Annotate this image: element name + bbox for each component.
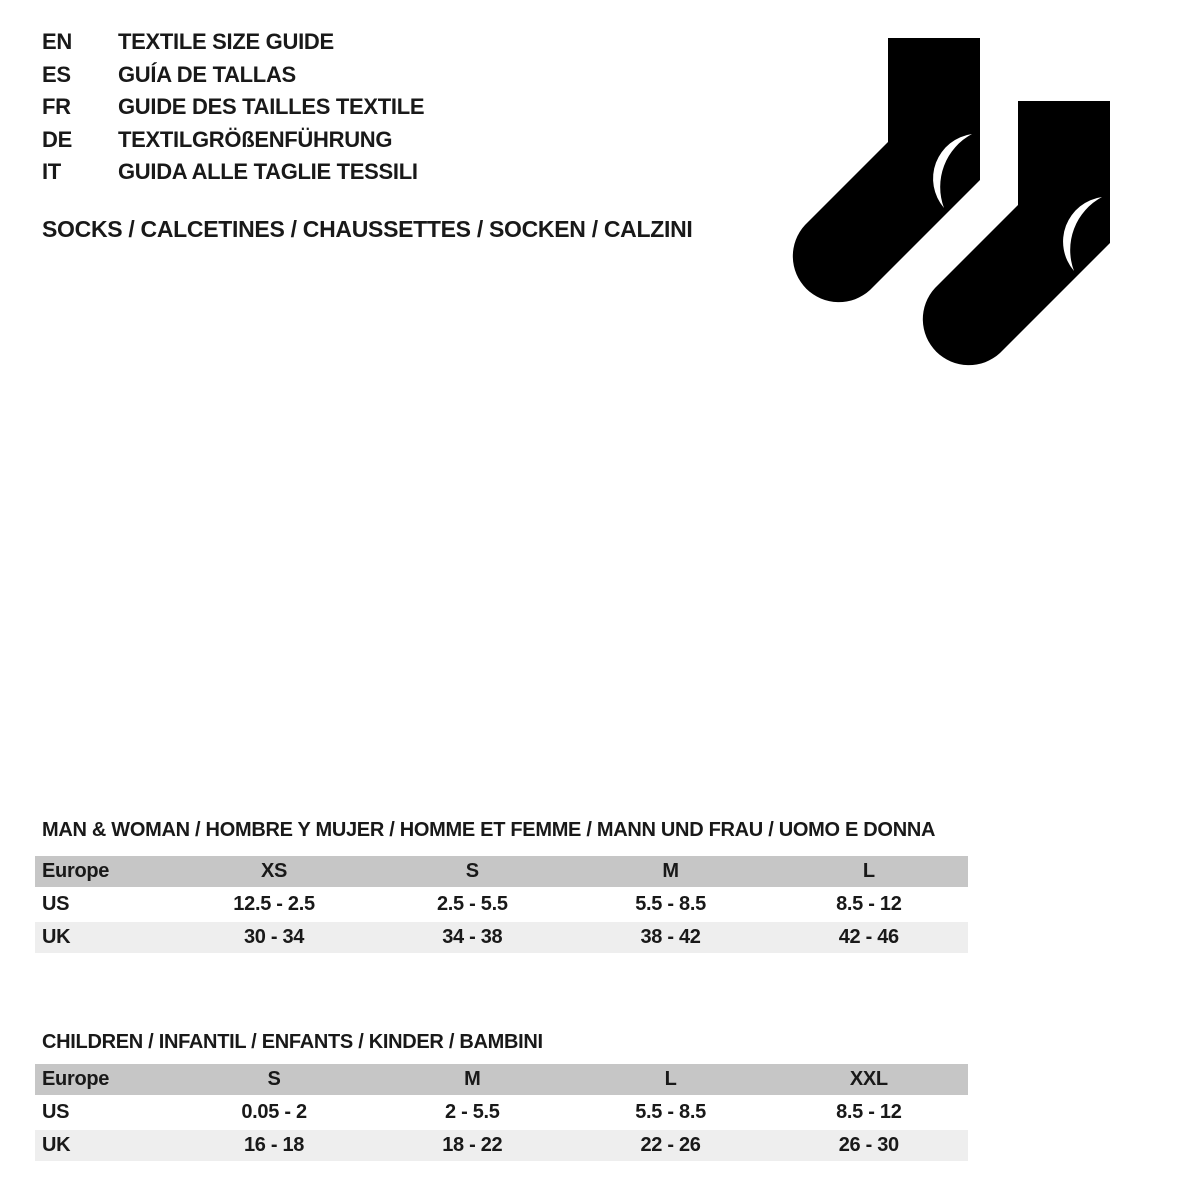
value-cell: 2 - 5.5 (445, 1101, 500, 1123)
header-cell-size: XXL (849, 1068, 888, 1090)
value-cell: 26 - 30 (838, 1134, 899, 1156)
lang-row-fr (42, 91, 424, 124)
table-row-us (35, 889, 968, 920)
value-cell: 5.5 - 8.5 (635, 1101, 706, 1123)
row-label-cell: US (42, 1101, 70, 1123)
table-header-row (35, 1064, 968, 1095)
lang-row-it (42, 156, 424, 189)
value-cell: 38 - 42 (640, 926, 701, 948)
lang-title: GUÍA DE TALLAS (118, 61, 296, 87)
table-header-row (35, 856, 968, 887)
lang-row-en (42, 26, 424, 59)
table-row-us (35, 1097, 968, 1128)
lang-row-es (42, 59, 424, 92)
value-cell: 12.5 - 2.5 (233, 893, 315, 915)
section-title-man-woman: MAN & WOMAN / HOMBRE Y MUJER / HOMME ET FEMME / MANN UND FRAU / UOMO E DONNA (42, 819, 936, 841)
table-row-uk (35, 922, 968, 953)
header-cell-size: XS (261, 860, 288, 882)
lang-code: IT (42, 159, 61, 185)
value-cell: 8.5 - 12 (836, 893, 902, 915)
lang-code: ES (42, 61, 71, 87)
header-cell-size: S (465, 860, 479, 882)
section-title-children: CHILDREN / INFANTIL / ENFANTS / KINDER / BAMBINI (42, 1031, 543, 1053)
lang-row-de (42, 124, 424, 157)
row-label-cell: UK (42, 926, 71, 948)
value-cell: 0.05 - 2 (241, 1101, 307, 1123)
row-label-cell: US (42, 893, 70, 915)
row-label-cell: UK (42, 1134, 71, 1156)
value-cell: 42 - 46 (838, 926, 899, 948)
value-cell: 22 - 26 (640, 1134, 701, 1156)
socks-icon (760, 25, 1140, 370)
lang-title: GUIDE DES TAILLES TEXTILE (118, 94, 425, 120)
header-cell-size: L (862, 860, 875, 882)
lang-code: DE (42, 126, 72, 152)
table-row-uk (35, 1130, 968, 1161)
size-table-man-woman (35, 856, 968, 955)
value-cell: 8.5 - 12 (836, 1101, 902, 1123)
header-cell-europe: Europe (42, 860, 110, 882)
size-table-children (35, 1064, 968, 1163)
lang-title: GUIDA ALLE TAGLIE TESSILI (118, 159, 418, 185)
header-cell-size: M (662, 860, 679, 882)
value-cell: 5.5 - 8.5 (635, 893, 706, 915)
value-cell: 30 - 34 (243, 926, 305, 948)
header-cell-size: M (464, 1068, 481, 1090)
header-cell-size: S (267, 1068, 281, 1090)
lang-code: FR (42, 94, 71, 120)
header-cell-europe: Europe (42, 1068, 110, 1090)
value-cell: 34 - 38 (442, 926, 503, 948)
value-cell: 2.5 - 5.5 (436, 893, 508, 915)
header-cell-size: L (664, 1068, 677, 1090)
lang-code: EN (42, 29, 72, 55)
category-line: SOCKS / CALCETINES / CHAUSSETTES / SOCKEN / CALZINI (42, 216, 693, 242)
value-cell: 16 - 18 (243, 1134, 305, 1156)
value-cell: 18 - 22 (442, 1134, 503, 1156)
language-legend (42, 26, 424, 189)
lang-title: TEXTILE SIZE GUIDE (118, 29, 334, 55)
lang-title: TEXTILGRÖßENFÜHRUNG (118, 126, 393, 152)
